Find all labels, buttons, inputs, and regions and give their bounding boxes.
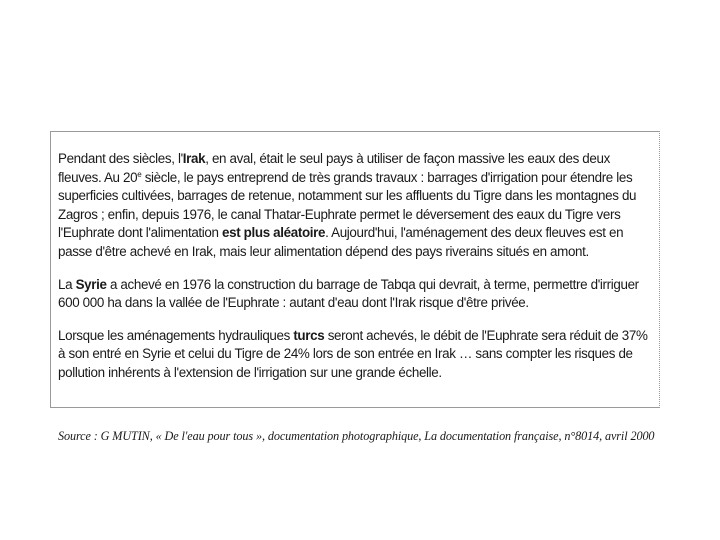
paragraph-syrie: [58, 276, 651, 313]
text-box: [50, 131, 660, 408]
source-citation: Source : G MUTIN, « De l'eau pour tous », documentation photographique, La documentation française, n°8014, avril 2000: [58, 429, 655, 443]
p3-text-2: seront achevés, le débit de l'Euphrate sera réduit de 37% à son entré en Syrie et celui du Tigre de 24% lors de son entrée en Irak … sans compter les risques de pollution inhérents à l'extension de l'irrigation sur une grande échelle.: [58, 327, 648, 380]
paragraph-irak: [58, 150, 651, 262]
p2-text-1: La: [58, 276, 76, 292]
p3-bold-turcs: turcs: [293, 327, 325, 343]
p2-text-2: a achevé en 1976 la construction du barrage de Tabqa qui devrait, à terme, permettre d'irriguer 600 000 ha dans la vallée de l'Euphrate : autant d'eau dont l'Irak risque d'être privée.: [58, 276, 639, 311]
p1-text-3: siècle, le pays entreprend de très grands travaux : barrages d'irrigation pour étendre les superficies cultivées, barrages de retenue, notamment sur les affluents du Tigre dans les montagnes du Zagros ; enfin, depuis 1976, le canal Thatar-Euphrate permet le déversement des eaux du Tigre vers l'Euphrate dont l'alimentation: [58, 169, 637, 241]
p1-bold-irak: Irak: [182, 151, 206, 166]
paragraph-turquie: [58, 327, 651, 383]
p2-bold-syrie: Syrie: [75, 276, 107, 292]
p1-text-4: . Aujourd'hui, l'aménagement des deux fleuves est en passe d'être achevé en Irak, mais leur alimentation dépend des pays riverains situés en amont.: [58, 225, 624, 259]
p1-bold-aleatoire: est plus aléatoire: [222, 225, 326, 241]
p1-superscript: e: [137, 169, 142, 179]
p3-text-1: Lorsque les aménagements hydrauliques: [58, 327, 294, 343]
p1-text-2: , en aval, était le seul pays à utiliser de façon massive les eaux des deux fleuves. Au 20: [58, 151, 610, 185]
p1-text-1: Pendant des siècles, l': [58, 151, 183, 166]
